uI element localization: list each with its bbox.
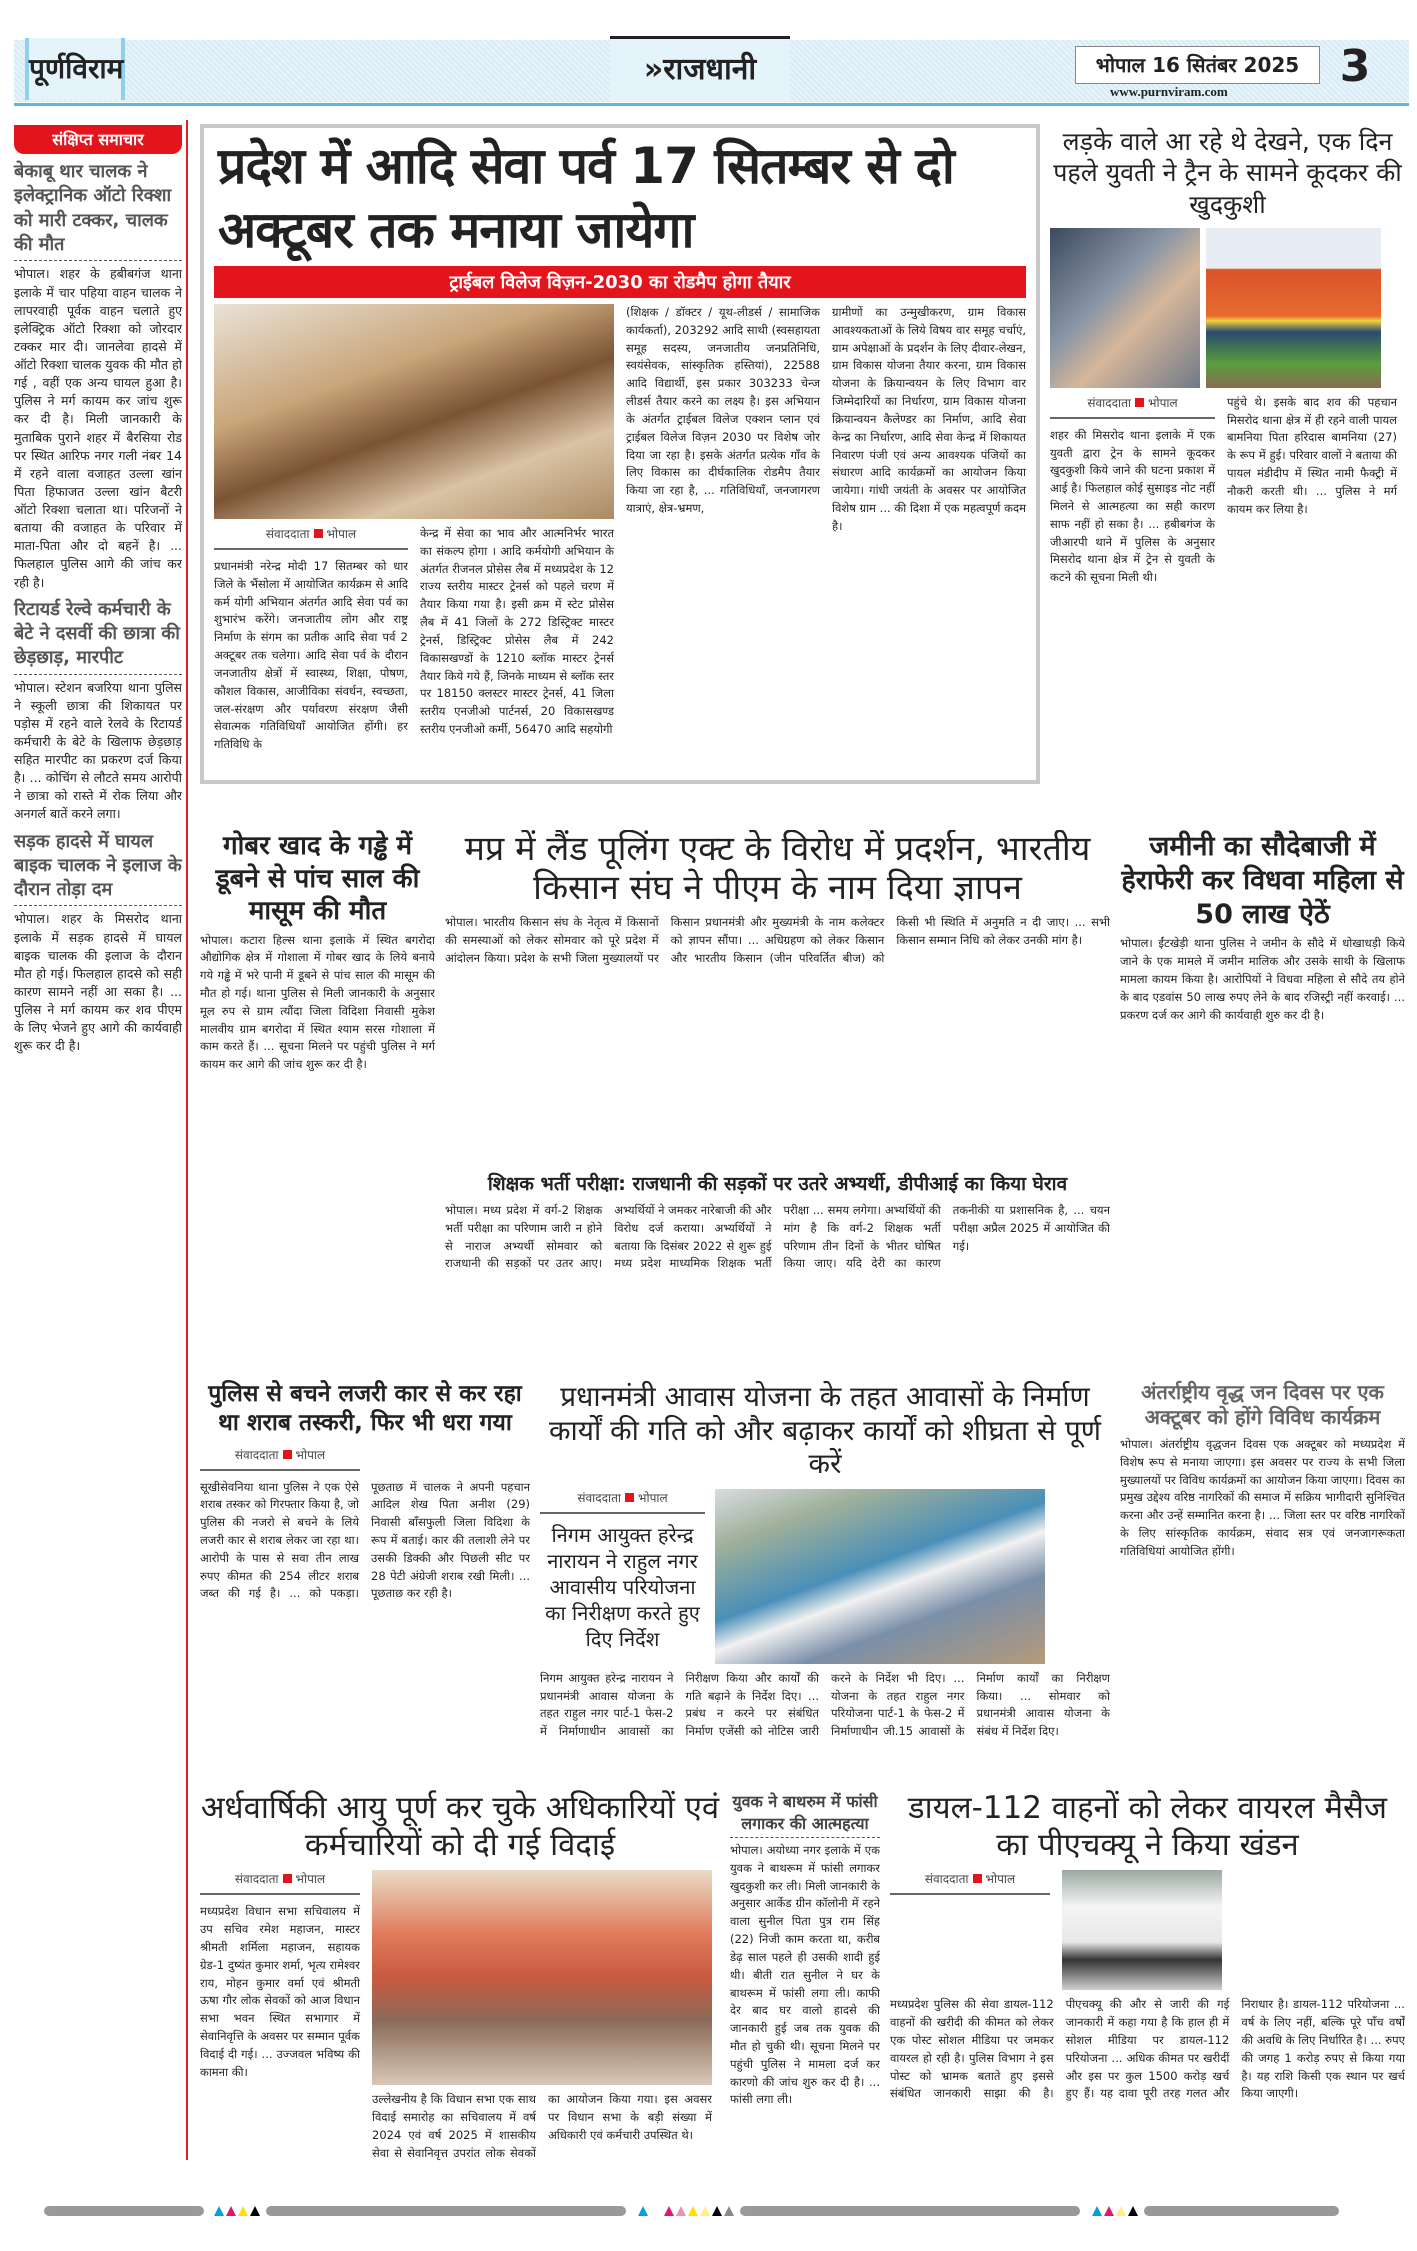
byline-city: भोपाल [295, 1447, 326, 1462]
footer-pill [266, 2206, 626, 2216]
byline-reporter: संवाददाता [1087, 395, 1132, 410]
byline-square-icon [973, 1874, 982, 1883]
story-headline: शिक्षक भर्ती परीक्षा: राजधानी की सड़कों पर उतरे अभ्यर्थी, डीपीआई का किया घेराव [487, 1173, 1068, 1195]
brief-item [14, 598, 182, 824]
farewell-photo [372, 1870, 712, 2085]
page-number: 3 [1339, 41, 1371, 92]
black-mark-icon [712, 2206, 722, 2216]
byline-square-icon [314, 529, 323, 538]
story-body: भोपाल। अयोध्या नगर इलाके में एक युवक ने बाथरूम में फांसी लगाकर खुदकुशी कर ली। मिली जानकारी के अनुसार आर्केड ग्रीन कॉलोनी में रहने वाला सुनील पिता पुत्र राम सिंह (22) निजी काम करता था, करीब डेढ़ साल पहले ही उसकी शादी हुई थी। बीती रात सुनील ने घर के बाथरूम में फांसी लगा ली। काफी देर बाद घर वालो हादसे की जानकारी हुई जब तक युवक की मौत हो चुकी थी। सूचना मिलने पर पहुंची पुलिस ने मामला दर्ज कर कारणो की जांच शुरु कर दी है। ... फांसी लगा ली। [730, 1843, 880, 2107]
byline-reporter: संवाददाता [577, 1490, 622, 1505]
story-pm-awas [540, 1380, 1110, 1760]
story-headline: गोबर खाद के गड्ढे में डूबने से पांच साल की मासूम की मौत [215, 831, 420, 926]
story-dial-112 [890, 1790, 1405, 2190]
byline-reporter: संवाददाता [924, 1872, 969, 1887]
story-headline: मप्र में लैंड पूलिंग एक्ट के विरोध में प्रदर्शन, भारतीय किसान संघ ने पीएम के नाम दिया ज्ञापन [464, 830, 1091, 909]
lead-story [200, 124, 1040, 784]
footer-pill [44, 2206, 204, 2216]
light-yellow-mark-icon [700, 2206, 710, 2216]
brief-item [14, 830, 182, 1056]
meeting-photo [214, 304, 614, 519]
story-byline [1050, 394, 1215, 419]
lead-headline: प्रदेश में आदि सेवा पर्व 17 सितम्बर से दो अक्टूबर तक मनाया जायेगा [218, 137, 954, 259]
story-teacher-protest [445, 1170, 1110, 1365]
story-body: मध्यप्रदेश पुलिस की सेवा डायल-112 वाहनों की खरीदी की कीमत को लेकर एक पोस्ट सोशल मीडिया पर जमकर वायरल हो रही है। पुलिस विभाग ने इस पोस्ट को भ्रामक बताते हुए इससे संबंधित जानकारी साझा की है। पीएचक्यू की और से जारी की गई जानकारी में कहा गया है कि हाल ही में सोशल मीडिया पर डायल-112 परियोजना ... अधिक कीमत पर खरीदीं और इस पर कुल 1500 करोड़ खर्च हुए हैं। यह दावा पूरी तरह गलत और निराधार है। डायल-112 परियोजना ... वर्ष के लिए नहीं, बल्कि पूरे पाँच वर्षों की अवधि के लिए निर्धारित है। ... रुपए की जगह 1 करोड़ रुपए से किया गया है। यह राशि किसी एक स्थान पर खर्च किया जाएगी। [890, 1997, 1405, 2101]
brief-headline: रिटायर्ड रेल्वे कर्मचारी के बेटे ने दसवीं की छात्रा की छेड़छाड़, मारपीट [14, 598, 182, 675]
story-byline [200, 1446, 360, 1471]
hand-photo [1050, 228, 1200, 388]
cyan-mark-icon [638, 2206, 648, 2216]
story-headline: जमीनी का सौदेबाजी में हेराफेरी कर विधवा महिला से 50 लाख ऐठें [1121, 831, 1404, 930]
cyan-mark-icon [1092, 2206, 1102, 2216]
story-headline: पुलिस से बचने लजरी कार से कर रहा था शराब तस्करी, फिर भी धरा गया [208, 1381, 522, 1436]
byline-square-icon [1135, 398, 1144, 407]
story-land-pooling [445, 830, 1110, 1160]
story-body: भोपाल। मध्य प्रदेश में वर्ग-2 शिक्षक भर्ती परीक्षा का परिणाम जारी न होने से नाराज अभ्यर्थी सोमवार को राजधानी की सड़कों पर उतर आए। अभ्यर्थियों ने जमकर नारेबाजी की और विरोध दर्ज कराया। अभ्यर्थियों ने बताया कि दिसंबर 2022 से शुरू हुई मध्य प्रदेश माध्यमिक शिक्षक भर्ती परीक्षा ... समय लगेगा। अभ्यर्थियों की मांग है कि वर्ग-2 शिक्षक भर्ती परिणाम तीन दिनों के भीतर घोषित किया जाए। यदि देरी का कारण तकनीकी या प्रशासनिक है, ... चयन परीक्षा अप्रैल 2025 में आयोजित की गई। [445, 1203, 1110, 1271]
lead-col-3: (शिक्षक / डॉक्टर / यूथ-लीडर्स / सामाजिक कार्यकर्ता), 203292 आदि साथी (स्वसहायता समूह सदस्य, जनजातीय जनप्रतिनिधि, स्वयंसेवक, सांस्कृतिक हस्तियां), 22588 आदि विद्यार्थी, इस प्रकार 303233 चेन्ज लीडर्स तैयार करने का लक्ष्य है। इस अभियान के अंतर्गत ट्राईबल विलेज एक्शन प्लान एवं ट्राईबल विलेज विज़न 2030 पर विशेष जोर दिया जा रहा है। इसके अंतर्गत प्रत्येक गॉंव के लिए विकास का दीर्घकालिक रोडमैप तैयार किया जा रहा है, ... गतिविधियाँ, जनजागरण यात्राएं, क्षेत्र-भ्रमण, [626, 305, 820, 515]
section-title: »राजधानी [610, 36, 790, 102]
brief-news-sidebar [14, 125, 182, 1061]
brief-item [14, 160, 182, 591]
byline-city: भोपाल [1148, 395, 1178, 410]
byline-city: भोपाल [295, 1872, 326, 1887]
masthead-rule [14, 103, 1409, 106]
byline-reporter: संवाददाता [234, 1872, 279, 1887]
story-body: भोपाल। कटारा हिल्स थाना इलाके में स्थित बगरोदा औद्योगिक क्षेत्र में गोशाला में गोबर खाद के लिये बनाये गये गड्ढे में भरे पानी में डूबने से पांच साल की मासूम की मौत हो गई। थाना पुलिस से मिली जानकारी के अनुसार मूल रुप से ग्राम त्यौंदा जिला विदिशा निवासी मुकेश मालवीय ग्राम बगरोदा में स्थित श्याम सरस गोशाला में काम करते हैं। ... सूचना मिलने पर पहुंची पुलिस ने मर्ग कायम कर आगे की जांच शुरू कर दी है। [200, 932, 435, 1072]
lead-col-2: केन्द्र में सेवा का भाव और आत्मनिर्भर भारत का संकल्प होगा । आदि कर्मयोगी अभियान के अंतर्गत रीजनल प्रोसेस लैब में मध्यप्रदेश के 12 राज्य स्तरीय मास्टर ट्रेनर्स को पहले चरण में तैयार किया गया है। इसी क्रम में स्टेट प्रोसेस लैब में 41 जिलों के 272 डिस्ट्रिक्ट मास्टर ट्रेनर्स, डिस्ट्रिक्ट प्रोसेस लैब में 242 विकासखण्डों के 1210 ब्लॉक मास्टर ट्रेनर्स तैयार किये गये हैं, जिनके माध्यम से ब्लॉक स्तर पर 18150 क्लस्टर मास्टर ट्रेनर्स, 41 जिला स्तरीय एनजीओ पार्टनर्स, 20 विकासखण्ड स्तरीय एनजीओ कर्मी, 56470 आदि सहयोगी [420, 526, 614, 736]
sidebar-header: संक्षिप्त समाचार [14, 125, 182, 154]
website-link[interactable]: www.purnviram.com [1110, 84, 1228, 99]
dial-112-vehicle-photo [1062, 1870, 1222, 1990]
lead-subhead: ट्राईबल विलेज विज़न-2030 का रोडमैप होगा तैयार [214, 266, 1026, 298]
story-body: भोपाल। भारतीय किसान संघ के नेतृत्व में किसानों की समस्याओं को लेकर सोमवार को पूरे प्रदेश में आंदोलन किया। प्रदेश के सभी जिला मुख्यालयों पर किसान प्रधानमंत्री और मुख्यमंत्री के नाम कलेक्टर को ज्ञापन सौंपा। ... अधिग्रहण को लेकर किसान और भारतीय किसान (जीन परिवर्तित बीज) को किसी भी स्थिति में अनुमति न दी जाए। ... सभी किसान सम्मान निधि को लेकर उनकी मांग है। [445, 915, 1110, 965]
byline-city: भोपाल [985, 1872, 1016, 1887]
story-col-1: शहर की मिसरोद थाना इलाके में एक युवती द्वारा ट्रेन के सामने कूदकर खुदकुशी किये जाने की घटना प्रकाश में आई है। फिलहाल कोई सुसाइड नोट नहीं मिलने से आत्महत्या का सही कारण साफ नहीं हो सका है। ... हबीबगंज के जीआरपी थाने में पुलिस के अनुसार मिसरोद थाना क्षेत्र में ट्रेन से युवती के कटने की सूचना मिली थी। [1050, 427, 1215, 585]
gray-mark-icon [724, 2206, 734, 2216]
black-mark-icon [1128, 2206, 1138, 2216]
yellow-mark-icon [688, 2206, 698, 2216]
story-headline: प्रधानमंत्री आवास योजना के तहत आवासों के निर्माण कार्यों की गति को और बढ़ाकर कार्यों को शीघ्रता से पूर्ण करें [549, 1380, 1101, 1481]
train-photo [1206, 228, 1381, 388]
story-body: सूखीसेवनिया थाना पुलिस ने एक ऐसे शराब तस्कर को गिरफ्तार किया है, जो पुलिस की नजरो से बचने के लिये लजरी कार से शराब लेकर जा रहा था। आरोपी के पास से सवा तीन लाख रुपए कीमत की 254 लीटर शराब जब्त की गई है। ... को पकड़ा। पूछताछ में चालक ने अपनी पहचान आदिल शेख पिता अनीश (29) निवासी बॉंसफुली जिला विदिशा के रूप में बताई। कार की तलाशी लेने पर उसकी डिक्की और पिछली सीट पर 28 पेटी अंग्रेजी शराब रखी मिली। ... पूछताछ कर रही है। [200, 1479, 530, 1601]
yellow-mark-icon [238, 2206, 248, 2216]
issue-date: भोपाल 16 सितंबर 2025 [1075, 46, 1320, 84]
train-suicide-story [1050, 126, 1405, 806]
cyan-mark-icon [214, 2206, 224, 2216]
black-mark-icon [250, 2206, 260, 2216]
brief-body: भोपाल। शहर के मिसरोद थाना इलाके में सड़क हादसे में घायल बाइक चालक की इलाज के दौरान मौत हो गई। फिलहाल हादसे को सही कारण सामने नहीं आ सका है। ... पुलिस ने मर्ग कायम कर शव पीएम के लिए भेजने हुए आगे की कार्यवाही शुरू कर दी है। [14, 911, 182, 1054]
story-liquor [200, 1380, 530, 1760]
footer-pill [1144, 2206, 1339, 2216]
photo-caption: उल्लेखनीय है कि विधान सभा एक साथ विदाई समारोह का सचिवालय में वर्ष 2024 एवं वर्ष 2025 में शासकीय सेवा से सेवानिवृत्त उपरांत लोक सेवकों का आयोजन किया गया। इस अवसर पर विधान सभा के बड़ी संख्या में अधिकारी एवं कर्मचारी उपस्थित थे। [372, 2092, 712, 2160]
story-body: भोपाल। ईंटखेड़ी थाना पुलिस ने जमीन के सौदे में धोखाधड़ी किये जाने के एक मामले में जमीन मालिक और उसके साथी के खिलाफ मामला कायम किया है। आरोपियों ने विधवा महिला से सौदे तय होने के बाद एडवांस 50 लाख रुपए लेने के बाद रजिस्ट्री नहीं करवाई। ... प्रकरण दर्ज कर आगे की कार्यवाही शुरु कर दी है। [1120, 936, 1405, 1022]
brief-headline: सड़क हादसे में घायल बाइक चालक ने इलाज के दौरान तोड़ा दम [14, 830, 182, 907]
brief-body: भोपाल। स्टेशन बजरिया थाना पुलिस ने स्कूली छात्रा की शिकायत पर पड़ोस में रहने वाले रेलवे के रिटायर्ड कर्मचारी के बेटे के खिलाफ छेड़छाड़ सहित मारपीट का प्रकरण दर्ज किया है। ... कोचिंग से लौटते समय आरोपी ने छात्रा को रास्ते में रोक लिया और अनगर्ल बातें करने लगा। [14, 679, 182, 822]
story-headline: लड़के वाले आ रहे थे देखने, एक दिन पहले युवती ने ट्रैन के सामने कूदकर की खुदकुशी [1053, 127, 1402, 219]
brief-body: भोपाल। शहर के हबीबगंज थाना इलाके में चार पहिया वाहन चालक ने लापरवाही पूर्वक वाहन चलाते हुए इलेक्ट्रिक ऑटो रिक्शा को जोरदार टक्कर मार दी। जानलेवा हादसे में ऑटो रिक्शा चालक युवक की मौत हो गई , वहीं एक अन्य घायल हुआ है। पुलिस ने मर्ग कायम कर जांच शुरू कर दी है। मिली जानकारी के मुताबिक पुराने शहर में बैरसिया रोड पर स्थित आरिफ नगर गली नंबर 14 में रहने वाला वजाहत उल्ला खांन पिता हिफाजत उल्ला खांन बैटरी ऑटो रिक्शा चलाता था। परिजनों ने बताया की वजाहत के परिवार में माता-पिता और दो बहनें है। ... फिलहाल पुलिस आगे की जांच कर रही है। [14, 266, 182, 590]
byline-square-icon [625, 1493, 634, 1502]
story-body: निगम आयुक्त हरेन्द्र नारायन ने प्रधानमंत्री आवास योजना के तहत राहुल नगर पार्ट-1 फेस-2 में निर्माणाधीन आवासों का निरीक्षण किया और कार्यों की गति बढ़ाने के निर्देश दिए। ... प्रबंध न करने पर संबंधित निर्माण एजेंसी को नोटिस जारी करने के निर्देश भी दिए। ... योजना के तहत राहुल नगर परियोजना पार्ट-1 के फेस-2 में निर्माणाधीन जी.15 आवासों के निर्माण कार्यों का निरीक्षण किया। ... सोमवार को प्रधानमंत्री आवास योजना के संबंध में निर्देश दिए। [540, 1670, 1110, 1739]
lead-col-4: ग्रामीणों का उन्मुखीकरण, ग्राम विकास आवश्यकताओं के लिये विषय वार समूह चर्चाएं, ग्राम अपेक्षाओं के प्रदर्शन के लिए दीवार-लेखन, ग्राम विकास योजना तैयार करना, ग्राम विकास योजना के क्रियान्वयन के लिए विभाग वार जिम्मेदारियों का निर्धारण, ग्राम विकास योजना क्रियान्वयन कैलेण्डर का निर्माण, आदि सेवा केन्द्र का निर्धारण, आदि सेवा केन्द्र में शिकायत निवारण पंजी एवं अन्य आवश्यक पंजियों का संधारण आदि कार्यक्रमों का आयोजन किया जायेगा। गांधी जयंती के अवसर पर आयोजित विशेष ग्राम ... की दिशा में एक महत्वपूर्ण कदम है। [832, 305, 1026, 533]
byline-reporter: संवाददाता [265, 527, 310, 541]
story-byline [890, 1870, 1050, 1895]
story-elderly-day [1120, 1380, 1405, 1760]
byline-square-icon [283, 1450, 292, 1459]
story-headline: डायल-112 वाहनों को लेकर वायरल मैसैज का पीएचक्यू ने किया खंडन [908, 1790, 1387, 1864]
story-gobar [200, 830, 435, 1220]
footer-pill [740, 2206, 1080, 2216]
story-headline: अर्धवार्षिकी आयु पूर्ण कर चुके अधिकारियों एवं कर्मचारियों को दी गई विदाई [200, 1790, 720, 1864]
magenta-mark-icon [1104, 2206, 1114, 2216]
byline-city: भोपाल [638, 1490, 668, 1505]
inspection-photo [715, 1489, 1045, 1664]
story-byline [200, 1870, 360, 1895]
story-byline [540, 1489, 705, 1514]
pink-mark-icon [676, 2206, 686, 2216]
story-body: भोपाल। अंतर्राष्ट्रीय वृद्धजन दिवस एक अक्टूबर को मध्यप्रदेश में विशेष रूप से मनाया जाएगा। इस अवसर पर राज्य के सभी जिला मुख्यालयों पर विविध कार्यक्रमों का आयोजन किया जाएगा। दिवस का प्रमुख उद्देश्य वरिष्ठ नागरिकों की समाज में सक्रिय भागीदारी सुनिश्चित करना और उन्हें सम्मानित करना है। ... जिला स्तर पर वरिष्ठ नागरिकों के लिए सांस्कृतिक कार्यक्रम, संवाद सत्र एवं जनजागरूकता गतिविधियां आयोजित होंगी। [1120, 1437, 1405, 1558]
story-headline: अंतर्राष्ट्रीय वृद्ध जन दिवस पर एक अक्टूबर को होंगे विविध कार्यक्रम [1141, 1380, 1384, 1429]
photo-caption: निगम आयुक्त हरेन्द्र नारायन ने राहुल नगर आवासीय परियोजना का निरीक्षण करते हुए दिए निर्देश [545, 1522, 700, 1651]
story-widow-fraud [1120, 830, 1405, 1360]
byline-reporter: संवाददाता [234, 1447, 279, 1462]
print-registration-bar [14, 2206, 1409, 2216]
lead-col-1: प्रधानमंत्री नरेन्द्र मोदी 17 सितम्बर को धार जिले के भैंसोला में आयोजित कार्यक्रम से आदि कर्म योगी अभियान अंतर्गत आदि सेवा पर्व का शुभारंभ करेंगे। जनजातीय लोग और राष्ट्र निर्माण के संगम का प्रतीक आदि सेवा पर्व 2 अक्टूबर तक चलेगा। आदि सेवा पर्व के दौरान जनजातीय क्षेत्रों में स्वास्थ्य, शिक्षा, पोषण, कौशल विकास, आजीविका संवर्धन, स्वच्छता, जल-संरक्षण और पर्यावरण संरक्षण जैसी सेवात्मक गतिविधियाँ आयोजित होंगी। हर गतिविधि के [214, 559, 408, 752]
column-divider [186, 120, 188, 2160]
yellow-mark-icon [1116, 2206, 1126, 2216]
brief-headline: बेकाबू थार चालक ने इलेक्ट्रानिक ऑटो रिक्शा को मारी टक्कर, चालक की मौत [14, 160, 182, 261]
story-body: मध्यप्रदेश विधान सभा सचिवालय में उप सचिव रमेश महाजन, मास्टर श्रीमती शर्मिला महाजन, सहायक ग्रेड-1 दुष्यंत कुमार शर्मा, भृत्य रामेश्वर राय, मोहन कुमार वर्मा एवं श्रीमती ऊषा गौर लोक सेवकों को आज विधान सभा भवन स्थित सभागार में सेवानिवृत्ति के अवसर पर सम्मान पूर्वक विदाई दी गई। ... उज्जवल भविष्य की कामना की। [200, 1904, 360, 2079]
story-headline: युवक ने बाथरुम में फांसी लगाकर की आत्महत्या [730, 1790, 880, 1838]
newspaper-logo: पूर्णविराम [25, 38, 125, 100]
byline-square-icon [283, 1874, 292, 1883]
story-col-2: पहुंचे थे। इसके बाद शव की पहचान मिसरोद थाना क्षेत्र में ही रहने वाली पायल बामनिया पिता हरिदास बामनिया (27) के रूप में हुई। परिवार वालों ने बताया की पायल मंडीदीप में स्थित नामी फैक्ट्री में नौकरी करती थी। ... पुलिस ने मर्ग कायम कर लिया है। [1227, 394, 1397, 516]
story-bathroom-suicide [730, 1790, 880, 2190]
magenta-mark-icon [226, 2206, 236, 2216]
magenta-mark-icon [664, 2206, 674, 2216]
story-farewell [200, 1790, 720, 2190]
byline-city: भोपाल [326, 527, 357, 541]
lead-byline [214, 525, 408, 550]
